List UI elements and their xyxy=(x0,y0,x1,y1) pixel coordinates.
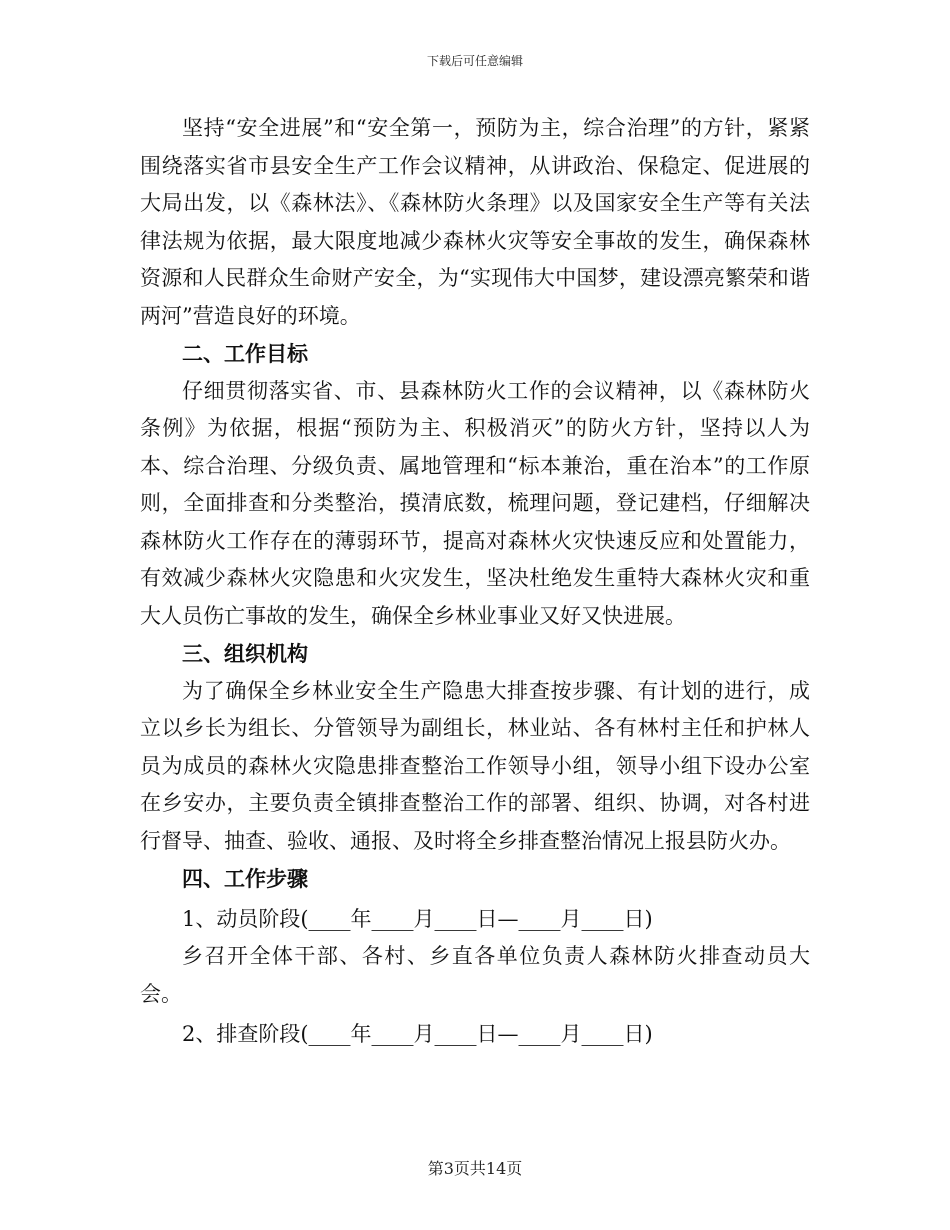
paragraph-organization: 为了确保全乡林业安全生产隐患大排查按步骤、有计划的进行，成立以乡长为组长、分管领导为副组长，林业站、各有林村主任和护林人员为成员的森林火灾隐患排查整治工作领导小组，领导小组下设办公室在乡安办，主要负责全镇排查整治工作的部署、组织、协调，对各村进行督导、抽查、验收、通报、及时将全乡排查整治情况上报县防火办。 xyxy=(140,678,810,853)
heading-work-steps: 四、工作步骤 xyxy=(182,866,308,891)
page-number: 第3页共14页 xyxy=(427,1159,523,1178)
document-body xyxy=(140,110,810,1054)
step-mobilization: 1、动员阶段(____年____月____日—____月____日) xyxy=(182,906,653,931)
step-inspection: 2、排查阶段(____年____月____日—____月____日) xyxy=(182,1022,653,1046)
heading-organization: 三、组织机构 xyxy=(182,641,308,666)
heading-work-goals: 二、工作目标 xyxy=(182,341,308,366)
paragraph-policy: 坚持“安全进展”和“安全第一，预防为主，综合治理”的方针，紧紧围绕落实省市县安全生产工作会议精神，从讲政治、保稳定、促进展的大局出发，以《森林法》、《森林防火条理》以及国家安全生产等有关法律法规为依据，最大限度地减少森林火灾等安全事故的发生，确保森林资源和人民群众生命财产安全，为“实现伟大中国梦，建设漂亮繁荣和谐两河”营造良好的环境。 xyxy=(140,116,810,328)
paragraph-mobilization: 乡召开全体干部、各村、乡直各单位负责人森林防火排查动员大会。 xyxy=(140,944,810,1006)
header-note: 下载后可任意编辑 xyxy=(426,54,523,68)
paragraph-work-goals: 仔细贯彻落实省、市、县森林防火工作的会议精神，以《森林防火条例》为依据，根据“预防为主、积极消灭”的防火方针，坚持以人为本、综合治理、分级负责、属地管理和“标本兼治，重在治本”的工作原则，全面排查和分类整治，摸清底数，梳理问题，登记建档，仔细解决森林防火工作存在的薄弱环节，提高对森林火灾快速反应和处置能力，有效减少森林火灾隐患和火灾发生，坚决杜绝发生重特大森林火灾和重大人员伤亡事故的发生，确保全乡林业事业又好又快进展。 xyxy=(140,378,810,628)
